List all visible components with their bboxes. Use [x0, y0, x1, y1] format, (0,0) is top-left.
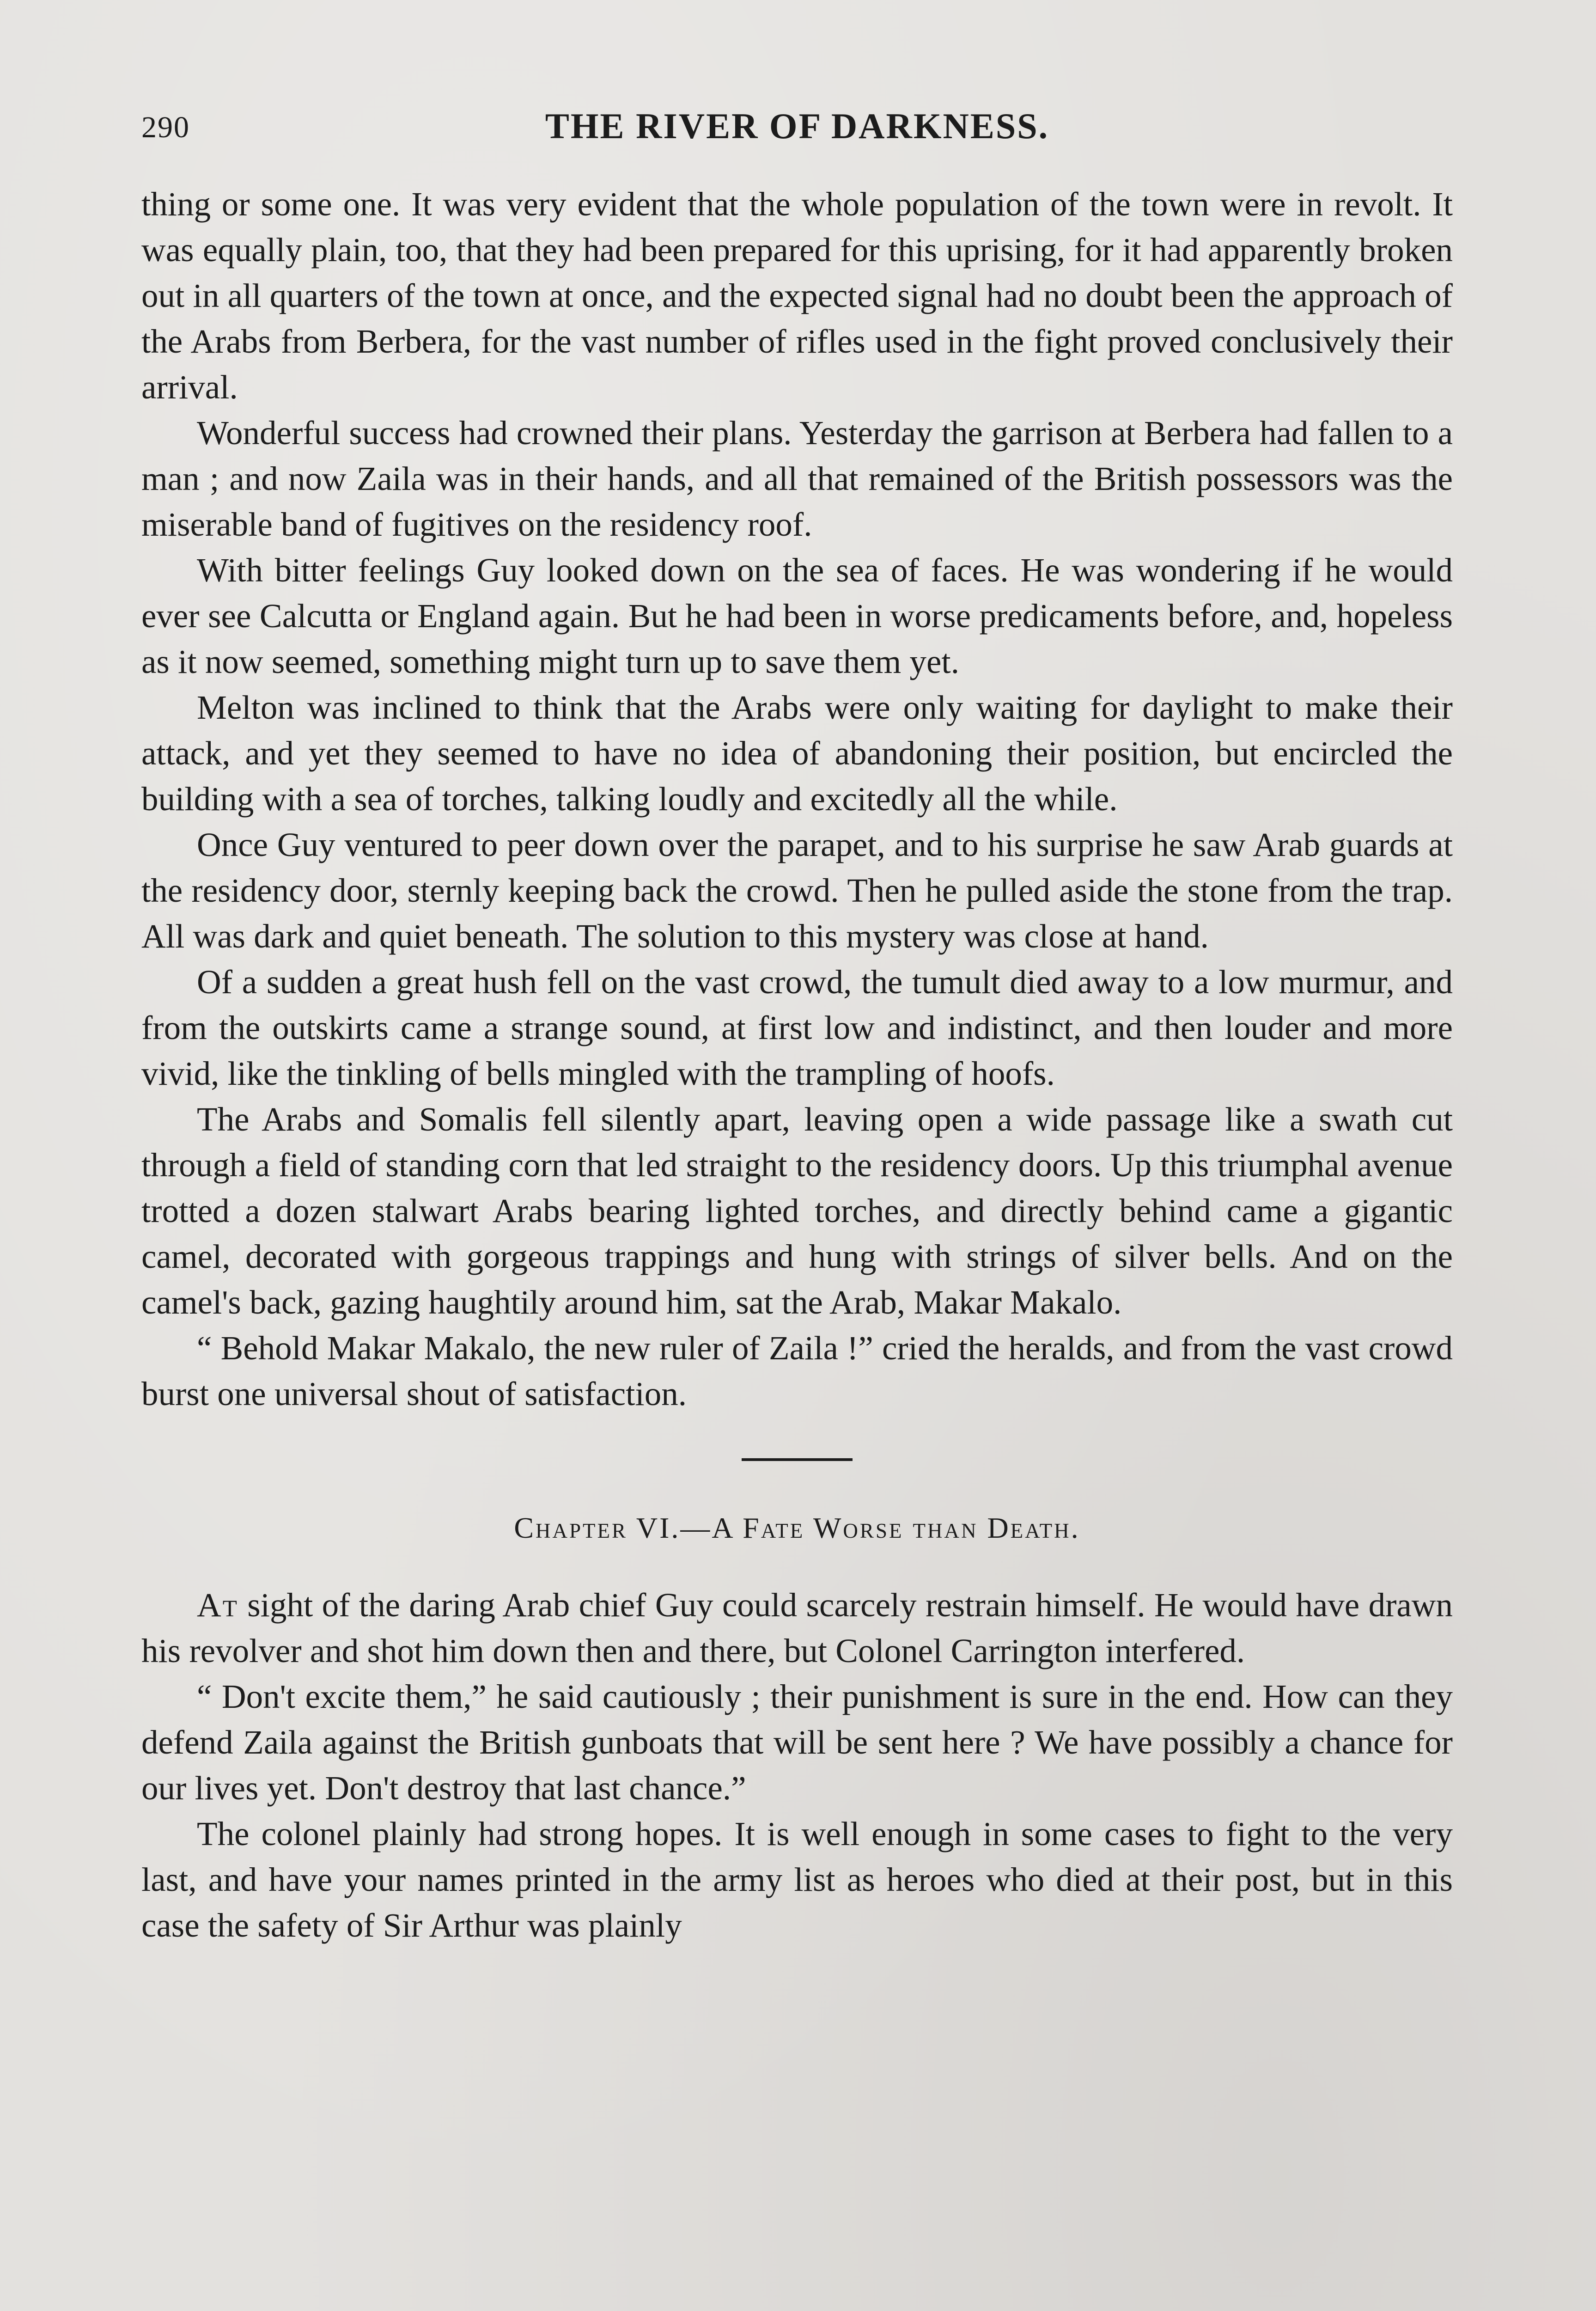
chapter-opening-paragraph: [141, 1582, 1453, 1674]
paragraph: Wonderful success had crowned their plans. Yesterday the garrison at Berbera had fallen to a man ; and now Zaila was in their hands, and all that remained of the British possessors was the miserable band of fugitives on the residency roof.: [141, 414, 1453, 543]
paragraph: Once Guy ventured to peer down over the parapet, and to his surprise he saw Arab guards at the residency door, sternly keeping back the crowd. Then he pulled aside the stone from the trap. All was dark and quiet beneath. The solution to this mystery was close at hand.: [141, 826, 1453, 955]
chapter-heading: Chapter VI.—A Fate Worse than Death.: [514, 1511, 1080, 1544]
paragraph: “ Behold Makar Makalo, the new ruler of Zaila !” cried the heralds, and from the vast crowd burst one universal shout of satisfaction.: [141, 1329, 1453, 1412]
chapter-first-word: At: [197, 1586, 238, 1624]
section-divider: [742, 1458, 853, 1461]
paragraph: With bitter feelings Guy looked down on the sea of faces. He was wondering if he would ever see Calcutta or England again. But he had been in worse predicaments before, and, hopeless as it now seemed, something might turn up to save them yet.: [141, 551, 1453, 680]
paragraph: Melton was inclined to think that the Arabs were only waiting for daylight to make their attack, and yet they seemed to have no idea of abandoning their position, but encircled the building with a sea of torches, talking loudly and excitedly all the while.: [141, 689, 1453, 818]
page-number: 290: [141, 110, 190, 144]
running-head: [141, 105, 1453, 156]
paragraph-continued: thing or some one. It was very evident that the whole population of the town were in revolt. It was equally plain, too, that they had been prepared for this uprising, for it had apparently broken out in all quarters of the town at once, and the expected signal had no doubt been the approach of the Arabs from Berbera, for the vast number of rifles used in the fight proved conclusively their arrival.: [141, 185, 1453, 406]
paragraph: The colonel plainly had strong hopes. It is well enough in some cases to fight to the very last, and have your names printed in the army list as heroes who died at their post, but in this case the safety of Sir Arthur was plainly: [141, 1815, 1453, 1944]
body-text: [141, 181, 1453, 1948]
running-title: THE RIVER OF DARKNESS.: [545, 106, 1049, 146]
paragraph: “ Don't excite them,” he said cautiously ; their punishment is sure in the end. How can they defend Zaila against the British gunboats that will be sent here ? We have possibly a chance for our lives yet. Don't destroy that last chance.”: [141, 1678, 1453, 1807]
paragraph: The Arabs and Somalis fell silently apart, leaving open a wide passage like a swath cut through a field of standing corn that led straight to the residency doors. Up this triumphal avenue trotted a dozen stalwart Arabs bearing lighted torches, and directly behind came a gigantic camel, decorated with gorgeous trappings and hung with strings of silver bells. And on the camel's back, gazing haughtily around him, sat the Arab, Makar Makalo.: [141, 1100, 1453, 1321]
chapter-opening-text: sight of the daring Arab chief Guy could scarcely restrain himself. He would have drawn his revolver and shot him down then and there, but Colonel Carrington interfered.: [141, 1586, 1453, 1669]
paragraph: Of a sudden a great hush fell on the vast crowd, the tumult died away to a low murmur, and from the outskirts came a strange sound, at first low and indistinct, and then louder and more vivid, like the tinkling of bells mingled with the trampling of hoofs.: [141, 963, 1453, 1092]
